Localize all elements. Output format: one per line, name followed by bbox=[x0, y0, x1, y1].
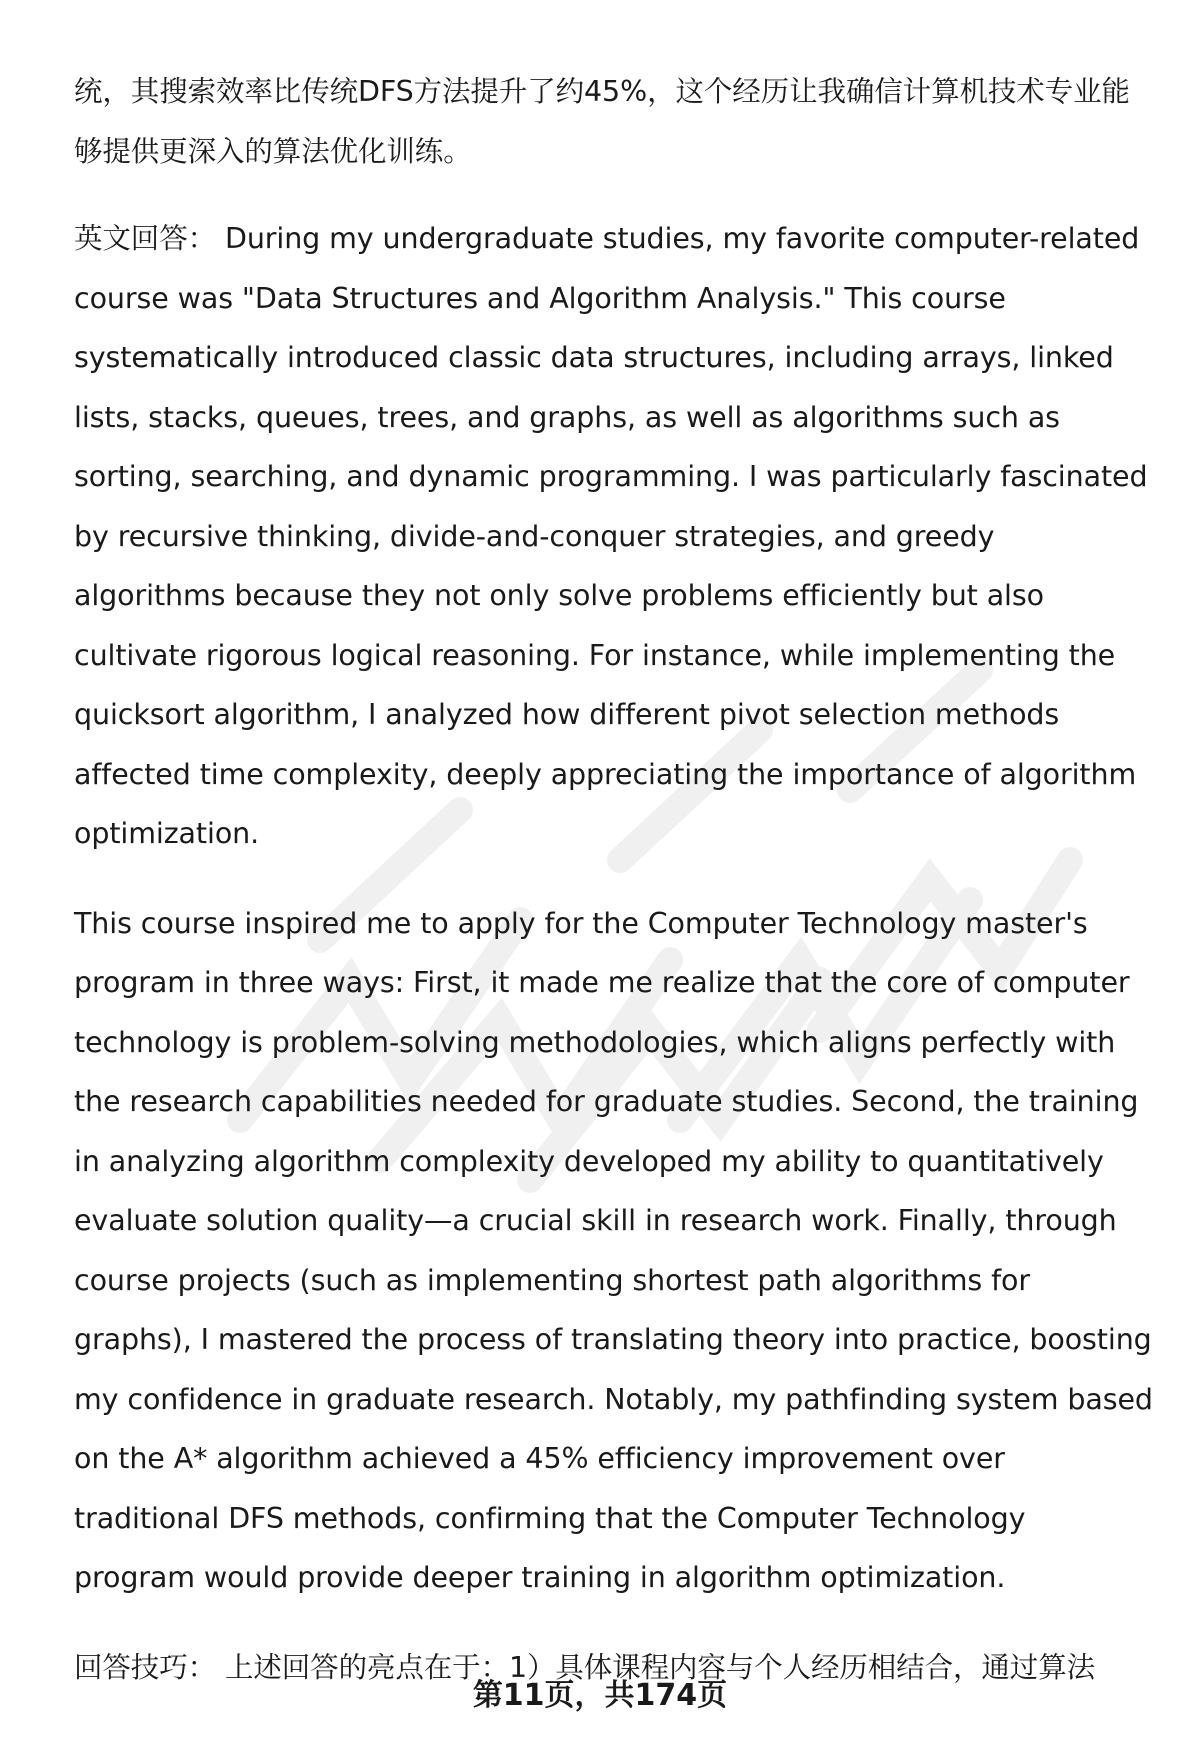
english-answer-label: 英文回答： bbox=[74, 222, 217, 255]
body-text bbox=[74, 62, 1154, 1727]
answer-tips-label: 回答技巧： bbox=[74, 1650, 217, 1684]
page-number-footer: 第11页，共174页 bbox=[472, 1678, 728, 1713]
paragraph-chinese-conclusion: 统，其搜索效率比传统DFS方法提升了约45%，这个经历让我确信计算机技术专业能够提供更深入的算法优化训练。 bbox=[74, 75, 1130, 168]
english-answer-text: During my undergraduate studies, my favorite computer-related course was "Data Structures and Algorithm Analysis." This course systematically introduced classic data structures, including arrays, linked lists, stacks, queues, trees, and graphs, as well as algorithms such as sorting, searching, and dynamic programming. I was particularly fascinated by recursive thinking, divide-and-conquer strategies, and greedy algorithms because they not only solve problems efficiently but also cultivate rigorous logical reasoning. For instance, while implementing the quicksort algorithm, I analyzed how different pivot selection methods affected time complexity, deeply appreciating the importance of algorithm optimization. bbox=[74, 222, 1148, 850]
answer-tips-text: 上述回答的亮点在于：1）具体课程内容与个人经历相结合，通过算法 bbox=[216, 1650, 1096, 1684]
paragraph-english-answer bbox=[74, 209, 1154, 864]
paragraph-course-inspiration: This course inspired me to apply for the Computer Technology master's program in three ways: First, it made me realize that the core of computer technology is problem-solving methodologies, which aligns perfectly with the research capabilities needed for graduate studies. Second, the training in analyzing algorithm complexity developed my ability to quantitatively evaluate solution quality—a crucial skill in research work. Finally, through course projects (such as implementing shortest path algorithms for graphs), I mastered the process of translating theory into practice, boosting my confidence in graduate research. Notably, my pathfinding system based on the A* algorithm achieved a 45% efficiency improvement over traditional DFS methods, confirming that the Computer Technology program would provide deeper training in algorithm optimization. bbox=[74, 906, 1153, 1594]
